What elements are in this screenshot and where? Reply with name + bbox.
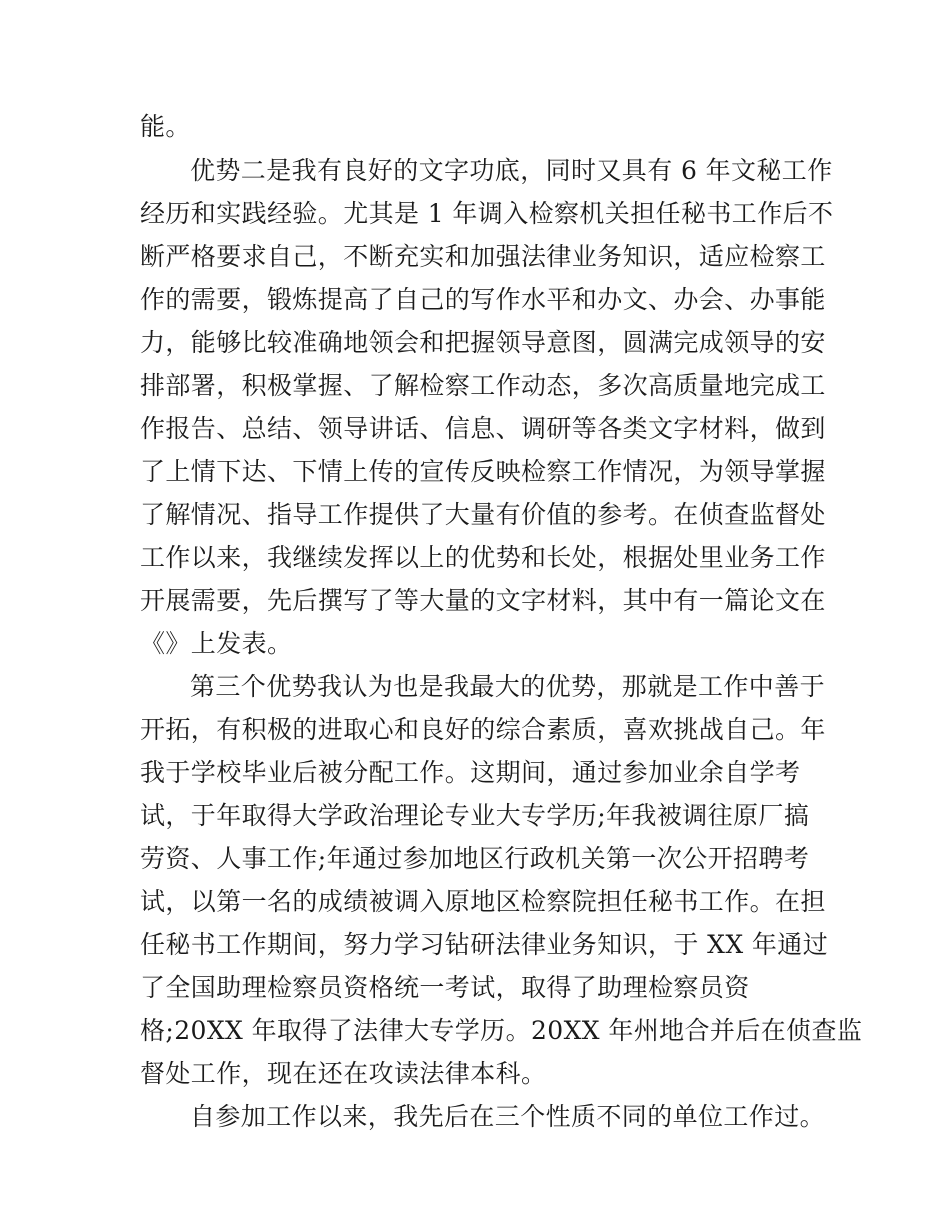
text-line: 试，于年取得大学政治理论专业大专学历;年我被调往原厂搞 — [140, 801, 810, 830]
text-line: 能。 — [140, 112, 191, 141]
text-line: 格;20XX 年取得了法律大专学历。20XX 年州地合并后在侦查监 — [140, 1016, 863, 1045]
text-line: 任秘书工作期间，努力学习钻研法律业务知识，于 XX 年通过 — [140, 930, 829, 959]
text-line: 了上情下达、下情上传的宣传反映检察工作情况，为领导掌握 — [140, 457, 826, 486]
text-line: 了解情况、指导工作提供了大量有价值的参考。在侦查监督处 — [140, 500, 826, 529]
text-line: 经历和实践经验。尤其是 1 年调入检察机关担任秘书工作后不 — [140, 199, 834, 228]
paragraph-start: 优势二是我有良好的文字功底，同时又具有 6 年文秘工作 — [190, 156, 833, 185]
paragraph-start: 第三个优势我认为也是我最大的优势，那就是工作中善于 — [190, 672, 826, 701]
text-line: 断严格要求自己，不断充实和加强法律业务知识，适应检察工 — [140, 242, 826, 271]
text-line: 工作以来，我继续发挥以上的优势和长处，根据处里业务工作 — [140, 543, 826, 572]
text-line: 作的需要，锻炼提高了自己的写作水平和办文、办会、办事能 — [140, 285, 826, 314]
text-line: 了全国助理检察员资格统一考试，取得了助理检察员资 — [140, 973, 750, 1002]
text-line: 我于学校毕业后被分配工作。这期间，通过参加业余自学考 — [140, 758, 801, 787]
text-line: 《》上发表。 — [140, 629, 293, 658]
text-line: 督处工作，现在还在攻读法律本科。 — [140, 1059, 547, 1088]
text-line: 试，以第一名的成绩被调入原地区检察院担任秘书工作。在担 — [140, 887, 826, 916]
text-line: 力，能够比较准确地领会和把握领导意图，圆满完成领导的安 — [140, 328, 826, 357]
text-line: 作报告、总结、领导讲话、信息、调研等各类文字材料，做到 — [140, 414, 826, 443]
text-line: 排部署，积极掌握、了解检察工作动态，多次高质量地完成工 — [140, 371, 826, 400]
text-line: 劳资、人事工作;年通过参加地区行政机关第一次公开招聘考 — [140, 844, 810, 873]
text-line: 开拓，有积极的进取心和良好的综合素质，喜欢挑战自己。年 — [140, 715, 826, 744]
paragraph-start: 自参加工作以来，我先后在三个性质不同的单位工作过。 — [190, 1102, 826, 1131]
text-line: 开展需要，先后撰写了等大量的文字材料，其中有一篇论文在 — [140, 586, 826, 615]
